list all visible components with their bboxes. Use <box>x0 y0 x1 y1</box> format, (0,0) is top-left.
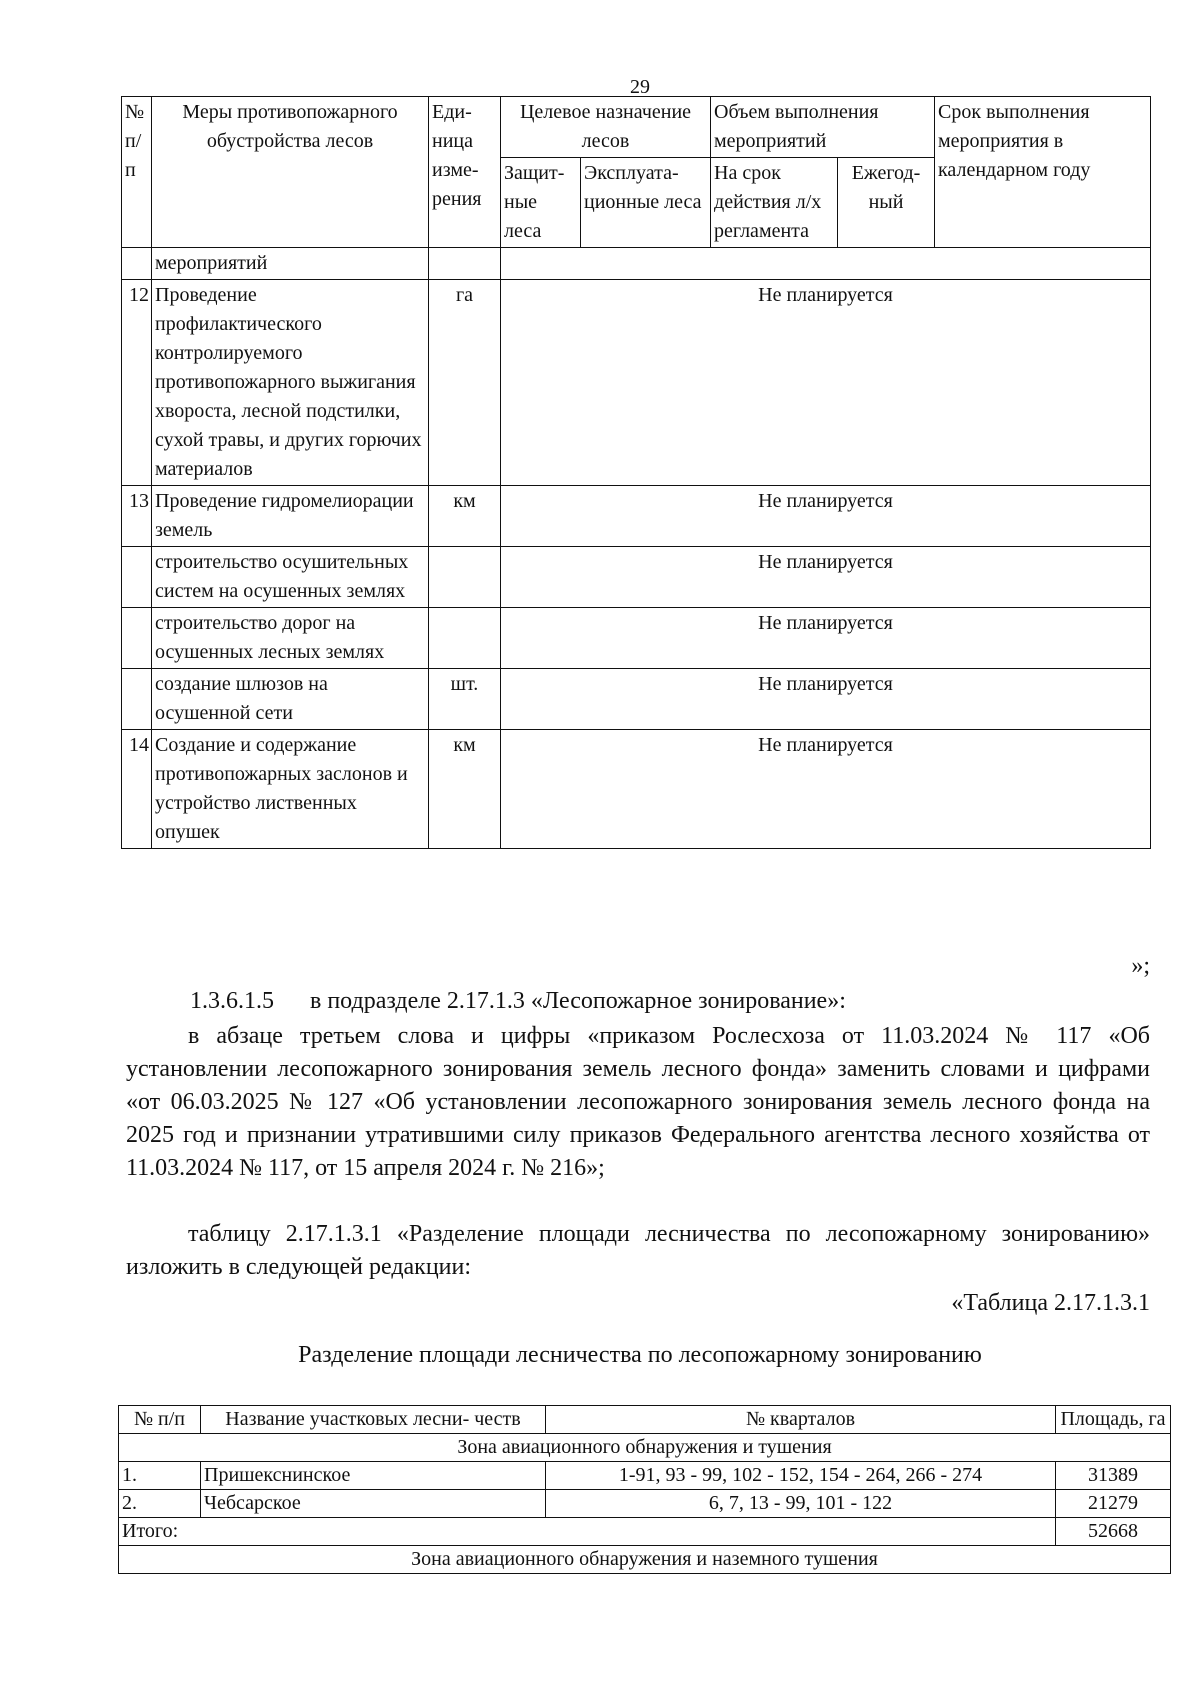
header-purpose: Целевое назначение лесов <box>501 97 711 158</box>
table-row <box>119 1490 1171 1518</box>
row-value: Не планируется <box>501 730 1151 849</box>
row-name: строительство осушительных систем на осушенных землях <box>152 547 429 608</box>
table-caption: «Таблица 2.17.1.3.1 <box>951 1290 1150 1316</box>
closing-quote: »; <box>1131 953 1150 979</box>
row-unit <box>429 248 501 280</box>
row-unit: км <box>429 730 501 849</box>
table-row <box>122 248 1151 280</box>
row-area: 21279 <box>1056 1490 1171 1518</box>
page-number: 29 <box>630 76 650 98</box>
row-value <box>501 248 1151 280</box>
row-quarters: 1-91, 93 - 99, 102 - 152, 154 - 264, 266 - 274 <box>546 1462 1056 1490</box>
row-num <box>122 248 152 280</box>
row-num <box>122 547 152 608</box>
header-unit: Еди- ница изме- рения <box>429 97 501 248</box>
row-num <box>122 608 152 669</box>
row-area: 31389 <box>1056 1462 1171 1490</box>
table-row <box>122 608 1151 669</box>
row-num: 2. <box>119 1490 201 1518</box>
header-measures: Меры противопожарного обустройства лесов <box>152 97 429 248</box>
table-row <box>122 280 1151 486</box>
table-row <box>122 547 1151 608</box>
row-name: Проведение гидромелиорации земель <box>152 486 429 547</box>
total-row <box>119 1518 1171 1546</box>
row-num: 12 <box>122 280 152 486</box>
item-number: 1.3.6.1.5 <box>190 988 274 1014</box>
table-row <box>122 730 1151 849</box>
row-unit: га <box>429 280 501 486</box>
header-deadline: Срок выполнения мероприятия в календарном году <box>935 97 1151 248</box>
row-unit <box>429 608 501 669</box>
row-name: мероприятий <box>152 248 429 280</box>
header-num: № п/п <box>122 97 152 248</box>
row-unit: шт. <box>429 669 501 730</box>
total-label: Итого: <box>119 1518 1056 1546</box>
zone-row <box>119 1434 1171 1462</box>
row-value: Не планируется <box>501 608 1151 669</box>
header-term: На срок действия л/х регламента <box>711 158 838 248</box>
row-value: Не планируется <box>501 547 1151 608</box>
row-num: 1. <box>119 1462 201 1490</box>
table-row <box>122 669 1151 730</box>
row-unit <box>429 547 501 608</box>
item-text: в подразделе 2.17.1.3 «Лесопожарное зонирование»: <box>310 988 846 1014</box>
row-unit: км <box>429 486 501 547</box>
table-header-row <box>122 97 1151 158</box>
item-heading <box>126 985 1150 1018</box>
table-title: Разделение площади лесничества по лесопожарному зонированию <box>298 1342 982 1368</box>
total-value: 52668 <box>1056 1518 1171 1546</box>
table-row <box>122 486 1151 547</box>
row-name: Создание и содержание противопожарных заслонов и устройство лиственных опушек <box>152 730 429 849</box>
table-row <box>119 1462 1171 1490</box>
paragraph-1: в абзаце третьем слова и цифры «приказом Рослесхоза от 11.03.2024 № 117 «Об установлении лесопожарного зонирования земель лесного фонда» заменить словами и цифрами «от 06.03.2025 № 127 «Об установлении лесопожарного зонирования земель лесного фонда на 2025 год и признании утратившими силу приказов Федерального агентства лесного хозяйства от 11.03.2024 № 117, от 15 апреля 2024 г. № 216»; <box>126 1023 1150 1181</box>
header-name: Название участковых лесни- честв <box>201 1406 546 1434</box>
row-name: Проведение профилактического контролируемого противопожарного выжигания хвороста, лесной подстилки, сухой травы, и других горючих материалов <box>152 280 429 486</box>
header-exploitation: Эксплуата- ционные леса <box>581 158 711 248</box>
header-num: № п/п <box>119 1406 201 1434</box>
zone-row <box>119 1546 1171 1574</box>
zone-label: Зона авиационного обнаружения и тушения <box>119 1434 1171 1462</box>
fire-measures-table <box>121 96 1151 849</box>
fire-zoning-table <box>118 1405 1171 1574</box>
row-name: Чебсарское <box>201 1490 546 1518</box>
header-annual: Ежегод- ный <box>838 158 935 248</box>
row-num: 14 <box>122 730 152 849</box>
row-quarters: 6, 7, 13 - 99, 101 - 122 <box>546 1490 1056 1518</box>
header-volume: Объем выполнения мероприятий <box>711 97 935 158</box>
row-name: создание шлюзов на осушенной сети <box>152 669 429 730</box>
row-value: Не планируется <box>501 280 1151 486</box>
row-name: Пришекснинское <box>201 1462 546 1490</box>
row-value: Не планируется <box>501 486 1151 547</box>
row-value: Не планируется <box>501 669 1151 730</box>
header-area: Площадь, га <box>1056 1406 1171 1434</box>
row-num <box>122 669 152 730</box>
header-quarters: № кварталов <box>546 1406 1056 1434</box>
row-num: 13 <box>122 486 152 547</box>
table-header-row <box>119 1406 1171 1434</box>
header-protective: Защит- ные леса <box>501 158 581 248</box>
zone-label: Зона авиационного обнаружения и наземного тушения <box>119 1546 1171 1574</box>
row-name: строительство дорог на осушенных лесных землях <box>152 608 429 669</box>
paragraph-2: таблицу 2.17.1.3.1 «Разделение площади лесничества по лесопожарному зонированию» изложить в следующей редакции: <box>126 1221 1150 1280</box>
